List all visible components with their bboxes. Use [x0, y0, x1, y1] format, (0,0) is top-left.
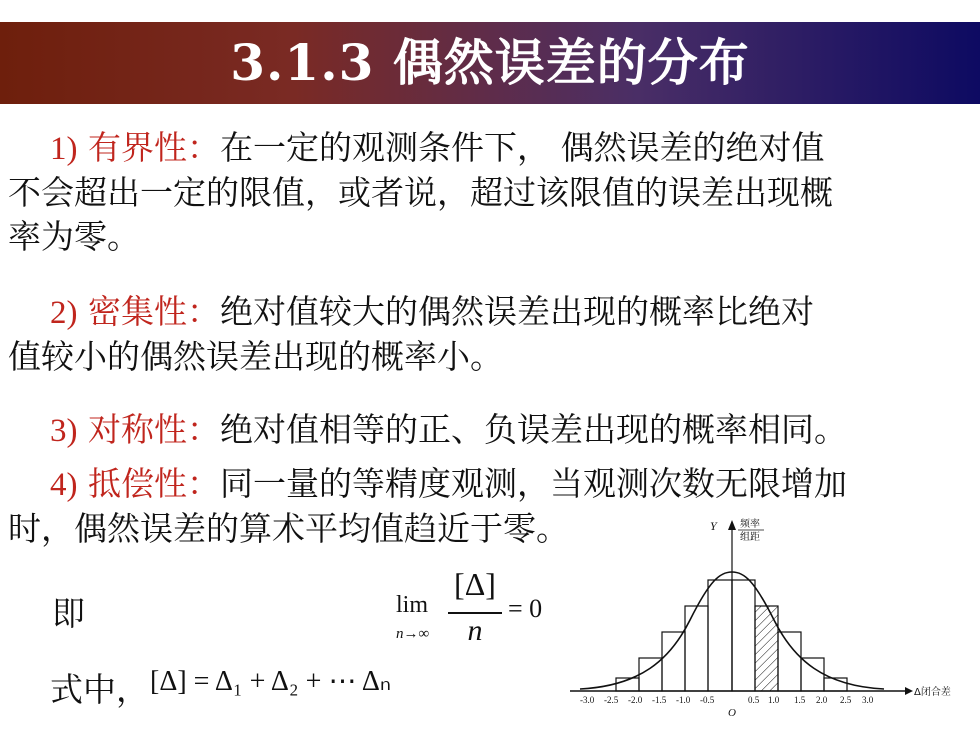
item-2	[0, 290, 980, 379]
slide-title: 3.1.3 偶然误差的分布	[230, 33, 750, 92]
origin-label: O	[728, 707, 736, 719]
y-axis-label: Y	[710, 519, 717, 533]
item-4-line1: 同一量的等精度观测，当观测次数无限增加	[220, 464, 847, 503]
y-label-bottom: 组距	[740, 532, 760, 543]
x-tick-label: -1.5	[652, 695, 667, 705]
item-1	[0, 126, 980, 259]
item-4-line2: 时，偶然误差的算术平均值趋近于零。	[8, 509, 569, 548]
item-2-heading: 密集性：	[88, 292, 220, 331]
formula1-sub: n→∞	[396, 626, 430, 642]
x-tick-label: -0.5	[700, 695, 715, 705]
item-3-heading: 对称性：	[88, 410, 220, 449]
bar	[685, 606, 708, 691]
x-axis-arrow-icon	[905, 687, 913, 695]
bar	[662, 632, 685, 691]
item-1-heading: 有界性：	[88, 128, 220, 167]
item-4-number: 4)	[50, 467, 78, 503]
item-2-line2: 值较小的偶然误差出现的概率小。	[8, 337, 503, 376]
x-tick-label: 3.0	[862, 695, 874, 705]
item-3-number: 3)	[50, 413, 78, 449]
formula1-rhs: = 0	[508, 594, 543, 623]
item-3	[0, 408, 980, 453]
bar	[639, 658, 662, 691]
x-tick-label: -2.5	[604, 695, 619, 705]
item-2-number: 2)	[50, 295, 78, 331]
bar-hatched	[755, 606, 778, 691]
item-1-line3: 率为零。	[8, 217, 140, 256]
histogram-bars	[616, 580, 847, 691]
y-axis-arrow-icon	[728, 520, 736, 530]
formula1-denominator: n	[467, 614, 483, 647]
bar	[708, 580, 732, 691]
formula2-expression: [Δ] = Δ₁ + Δ₂ + ⋯ Δₙ	[150, 666, 392, 697]
x-tick-label: 0.5	[748, 695, 760, 705]
x-tick-label: 2.5	[840, 695, 852, 705]
x-tick-label: 2.0	[816, 695, 828, 705]
formula1-lim: lim	[396, 592, 429, 618]
formula1-label: 即	[52, 594, 85, 633]
x-tick-labels	[580, 695, 874, 705]
y-label-top: 频率	[740, 519, 760, 530]
item-1-line2: 不会超出一定的限值，或者说，超过该限值的误差出现概	[8, 173, 833, 212]
x-tick-label: -1.0	[676, 695, 691, 705]
x-tick-label: 1.0	[768, 695, 780, 705]
item-4-heading: 抵偿性：	[88, 464, 220, 503]
bar	[732, 580, 755, 691]
x-tick-label: -2.0	[628, 695, 643, 705]
bar	[801, 658, 824, 691]
formula2-label: 式中，	[50, 670, 149, 709]
x-axis-label: Δ闭合差	[914, 687, 951, 698]
bar	[778, 632, 801, 691]
item-1-number: 1)	[50, 131, 78, 167]
x-tick-label: 1.5	[794, 695, 806, 705]
item-3-line1: 绝对值相等的正、负误差出现的概率相同。	[220, 410, 847, 449]
error-histogram	[560, 510, 970, 725]
x-tick-label: -3.0	[580, 695, 595, 705]
item-1-line1: 在一定的观测条件下， 偶然误差的绝对值	[220, 128, 825, 167]
formula1-numerator: [Δ]	[454, 566, 496, 602]
item-2-line1: 绝对值较大的偶然误差出现的概率比绝对	[220, 292, 814, 331]
